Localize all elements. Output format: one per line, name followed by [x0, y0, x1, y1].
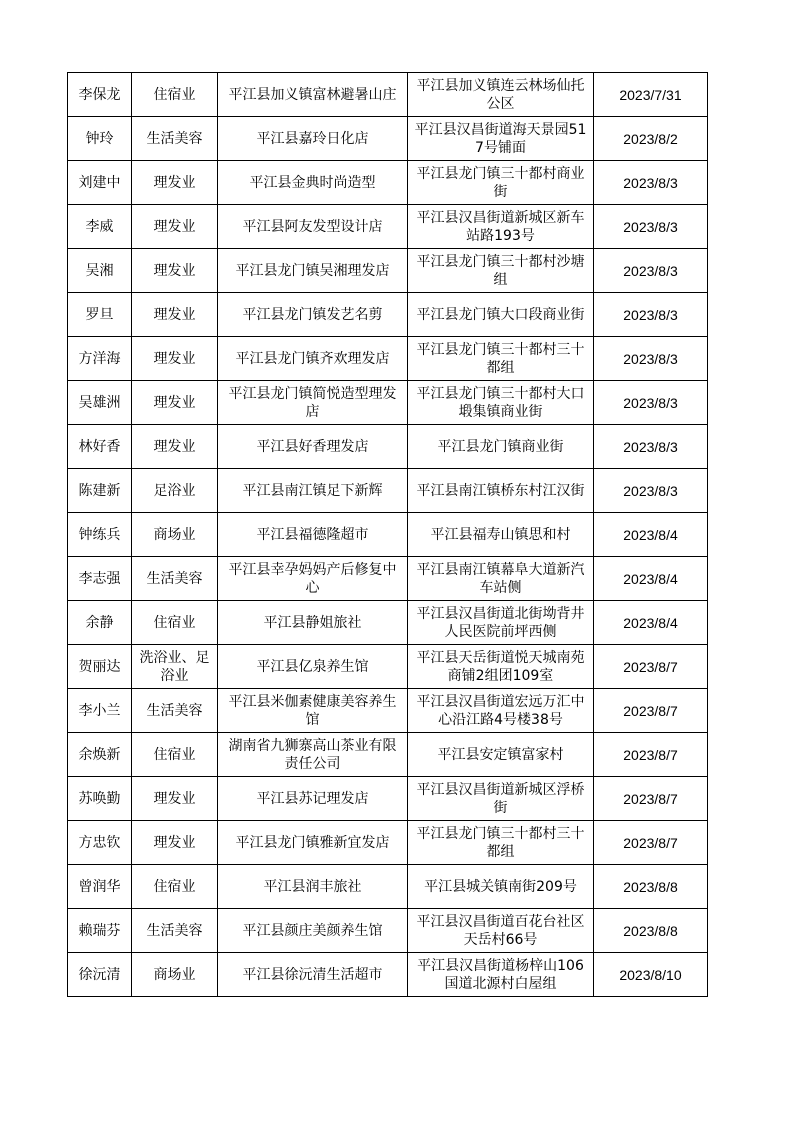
address-cell: 平江县福寿山镇思和村 — [408, 513, 594, 557]
records-table-body — [68, 73, 708, 997]
address-cell: 平江县龙门镇三十都村沙塘组 — [408, 249, 594, 293]
shop-name-cell: 平江县龙门镇简悦造型理发店 — [218, 381, 408, 425]
industry-cell: 理发业 — [132, 381, 218, 425]
address-cell: 平江县汉昌街道北街坳背井人民医院前坪西侧 — [408, 601, 594, 645]
industry-cell: 住宿业 — [132, 73, 218, 117]
address-cell: 平江县汉昌街道新城区浮桥街 — [408, 777, 594, 821]
owner-name-cell: 陈建新 — [68, 469, 132, 513]
industry-cell: 理发业 — [132, 293, 218, 337]
address-cell: 平江县汉昌街道宏远万汇中心沿江路4号楼38号 — [408, 689, 594, 733]
owner-name-cell: 李志强 — [68, 557, 132, 601]
owner-name-cell: 方忠钦 — [68, 821, 132, 865]
table-row — [68, 381, 708, 425]
date-cell: 2023/8/8 — [594, 909, 708, 953]
industry-cell: 理发业 — [132, 821, 218, 865]
address-cell: 平江县城关镇南街209号 — [408, 865, 594, 909]
table-row — [68, 73, 708, 117]
owner-name-cell: 苏唤勤 — [68, 777, 132, 821]
table-row — [68, 821, 708, 865]
address-cell: 平江县汉昌街道百花台社区天岳村66号 — [408, 909, 594, 953]
shop-name-cell: 平江县静姐旅社 — [218, 601, 408, 645]
table-row — [68, 733, 708, 777]
shop-name-cell: 平江县颜庄美颜养生馆 — [218, 909, 408, 953]
industry-cell: 理发业 — [132, 161, 218, 205]
owner-name-cell: 方洋海 — [68, 337, 132, 381]
date-cell: 2023/8/10 — [594, 953, 708, 997]
table-row — [68, 953, 708, 997]
address-cell: 平江县龙门镇大口段商业街 — [408, 293, 594, 337]
shop-name-cell: 湖南省九狮寨高山茶业有限责任公司 — [218, 733, 408, 777]
table-row — [68, 469, 708, 513]
shop-name-cell: 平江县加义镇富林避暑山庄 — [218, 73, 408, 117]
shop-name-cell: 平江县幸孕妈妈产后修复中心 — [218, 557, 408, 601]
shop-name-cell: 平江县亿泉养生馆 — [218, 645, 408, 689]
owner-name-cell: 李小兰 — [68, 689, 132, 733]
table-row — [68, 865, 708, 909]
date-cell: 2023/8/3 — [594, 161, 708, 205]
owner-name-cell: 林好香 — [68, 425, 132, 469]
table-row — [68, 645, 708, 689]
table-row — [68, 425, 708, 469]
address-cell: 平江县汉昌街道杨梓山106国道北源村白屋组 — [408, 953, 594, 997]
industry-cell: 理发业 — [132, 205, 218, 249]
industry-cell: 足浴业 — [132, 469, 218, 513]
table-row — [68, 205, 708, 249]
shop-name-cell: 平江县苏记理发店 — [218, 777, 408, 821]
date-cell: 2023/8/3 — [594, 337, 708, 381]
date-cell: 2023/8/7 — [594, 777, 708, 821]
date-cell: 2023/8/7 — [594, 645, 708, 689]
table-row — [68, 337, 708, 381]
address-cell: 平江县龙门镇三十都村三十都组 — [408, 821, 594, 865]
date-cell: 2023/8/3 — [594, 469, 708, 513]
shop-name-cell: 平江县龙门镇雅新宜发店 — [218, 821, 408, 865]
owner-name-cell: 贺丽达 — [68, 645, 132, 689]
shop-name-cell: 平江县徐沅清生活超市 — [218, 953, 408, 997]
date-cell: 2023/8/7 — [594, 733, 708, 777]
industry-cell: 生活美容 — [132, 557, 218, 601]
shop-name-cell: 平江县南江镇足下新辉 — [218, 469, 408, 513]
table-row — [68, 557, 708, 601]
industry-cell: 住宿业 — [132, 601, 218, 645]
owner-name-cell: 钟玲 — [68, 117, 132, 161]
owner-name-cell: 李威 — [68, 205, 132, 249]
table-row — [68, 161, 708, 205]
table-row — [68, 601, 708, 645]
date-cell: 2023/8/3 — [594, 249, 708, 293]
table-row — [68, 513, 708, 557]
owner-name-cell: 徐沅清 — [68, 953, 132, 997]
industry-cell: 生活美容 — [132, 909, 218, 953]
industry-cell: 商场业 — [132, 513, 218, 557]
address-cell: 平江县南江镇桥东村江汉街 — [408, 469, 594, 513]
shop-name-cell: 平江县福德隆超市 — [218, 513, 408, 557]
address-cell: 平江县龙门镇三十都村三十都组 — [408, 337, 594, 381]
date-cell: 2023/8/4 — [594, 513, 708, 557]
date-cell: 2023/8/3 — [594, 293, 708, 337]
table-row — [68, 689, 708, 733]
table-row — [68, 909, 708, 953]
address-cell: 平江县安定镇富家村 — [408, 733, 594, 777]
industry-cell: 住宿业 — [132, 733, 218, 777]
industry-cell: 住宿业 — [132, 865, 218, 909]
owner-name-cell: 钟练兵 — [68, 513, 132, 557]
date-cell: 2023/8/4 — [594, 601, 708, 645]
address-cell: 平江县南江镇幕阜大道新汽车站侧 — [408, 557, 594, 601]
date-cell: 2023/8/7 — [594, 821, 708, 865]
owner-name-cell: 余焕新 — [68, 733, 132, 777]
industry-cell: 理发业 — [132, 425, 218, 469]
industry-cell: 理发业 — [132, 777, 218, 821]
industry-cell: 洗浴业、足浴业 — [132, 645, 218, 689]
shop-name-cell: 平江县好香理发店 — [218, 425, 408, 469]
shop-name-cell: 平江县阿友发型设计店 — [218, 205, 408, 249]
date-cell: 2023/8/3 — [594, 205, 708, 249]
table-row — [68, 777, 708, 821]
date-cell: 2023/7/31 — [594, 73, 708, 117]
shop-name-cell: 平江县米伽素健康美容养生馆 — [218, 689, 408, 733]
industry-cell: 商场业 — [132, 953, 218, 997]
table-row — [68, 117, 708, 161]
shop-name-cell: 平江县润丰旅社 — [218, 865, 408, 909]
owner-name-cell: 吴雄洲 — [68, 381, 132, 425]
industry-cell: 生活美容 — [132, 117, 218, 161]
shop-name-cell: 平江县龙门镇发艺名剪 — [218, 293, 408, 337]
owner-name-cell: 吴湘 — [68, 249, 132, 293]
date-cell: 2023/8/4 — [594, 557, 708, 601]
date-cell: 2023/8/3 — [594, 425, 708, 469]
records-table — [67, 72, 708, 997]
shop-name-cell: 平江县龙门镇齐欢理发店 — [218, 337, 408, 381]
address-cell: 平江县汉昌街道海天景园517号铺面 — [408, 117, 594, 161]
owner-name-cell: 赖瑞芬 — [68, 909, 132, 953]
owner-name-cell: 李保龙 — [68, 73, 132, 117]
date-cell: 2023/8/8 — [594, 865, 708, 909]
address-cell: 平江县天岳街道悦天城南苑商铺2组团109室 — [408, 645, 594, 689]
address-cell: 平江县龙门镇商业街 — [408, 425, 594, 469]
owner-name-cell: 罗旦 — [68, 293, 132, 337]
industry-cell: 生活美容 — [132, 689, 218, 733]
shop-name-cell: 平江县龙门镇吴湘理发店 — [218, 249, 408, 293]
date-cell: 2023/8/3 — [594, 381, 708, 425]
table-row — [68, 293, 708, 337]
owner-name-cell: 曾润华 — [68, 865, 132, 909]
industry-cell: 理发业 — [132, 249, 218, 293]
table-row — [68, 249, 708, 293]
address-cell: 平江县龙门镇三十都村大口塅集镇商业街 — [408, 381, 594, 425]
address-cell: 平江县加义镇连云林场仙托公区 — [408, 73, 594, 117]
owner-name-cell: 刘建中 — [68, 161, 132, 205]
owner-name-cell: 余静 — [68, 601, 132, 645]
address-cell: 平江县汉昌街道新城区新车站路193号 — [408, 205, 594, 249]
shop-name-cell: 平江县嘉玲日化店 — [218, 117, 408, 161]
industry-cell: 理发业 — [132, 337, 218, 381]
date-cell: 2023/8/7 — [594, 689, 708, 733]
shop-name-cell: 平江县金典时尚造型 — [218, 161, 408, 205]
address-cell: 平江县龙门镇三十都村商业街 — [408, 161, 594, 205]
date-cell: 2023/8/2 — [594, 117, 708, 161]
